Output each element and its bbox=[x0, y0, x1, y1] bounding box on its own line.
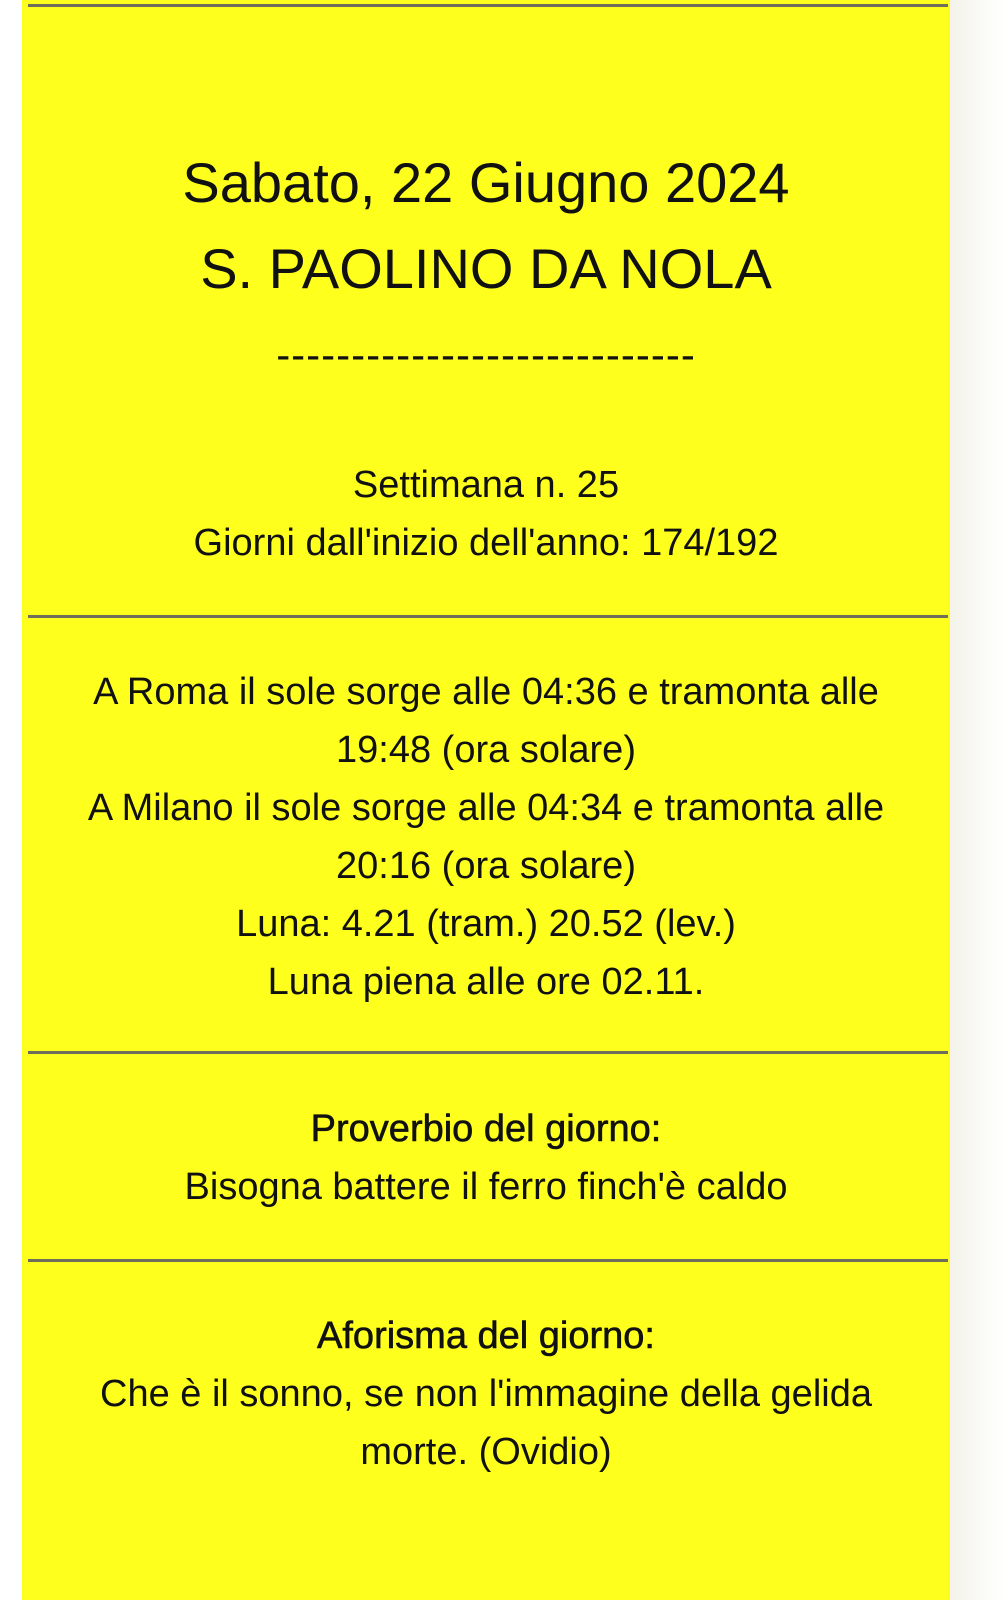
aphorism-heading: Aforisma del giorno: bbox=[317, 1315, 655, 1357]
proverb-heading: Proverbio del giorno: bbox=[310, 1108, 662, 1150]
divider-1 bbox=[28, 615, 948, 618]
dashed-separator: ---------------------------- bbox=[276, 331, 696, 378]
calendar-page bbox=[22, 0, 950, 1600]
week-number: Settimana n. 25 bbox=[352, 464, 620, 506]
aphorism-text-cont: morte. (Ovidio) bbox=[360, 1431, 612, 1473]
milan-sun-times: A Milano il sole sorge alle 04:34 e tramonta alle bbox=[87, 787, 885, 829]
top-divider bbox=[28, 4, 948, 7]
milan-sun-times-cont: 20:16 (ora solare) bbox=[336, 845, 636, 887]
right-margin bbox=[950, 0, 1004, 1600]
divider-2 bbox=[28, 1051, 948, 1054]
rome-sun-times-cont: 19:48 (ora solare) bbox=[336, 729, 636, 771]
date-title: Sabato, 22 Giugno 2024 bbox=[182, 151, 790, 214]
days-count: Giorni dall'inizio dell'anno: 174/192 bbox=[193, 522, 779, 564]
astro-section bbox=[22, 663, 950, 1011]
calendar-section bbox=[22, 456, 950, 572]
date-section bbox=[22, 140, 950, 312]
aphorism-section bbox=[22, 1307, 950, 1481]
aphorism-text: Che è il sonno, se non l'immagine della gelida bbox=[100, 1373, 872, 1415]
divider-3 bbox=[28, 1259, 948, 1262]
saint-name: S. PAOLINO DA NOLA bbox=[200, 237, 772, 300]
rome-sun-times: A Roma il sole sorge alle 04:36 e tramonta alle bbox=[93, 671, 879, 713]
full-moon: Luna piena alle ore 02.11. bbox=[267, 961, 705, 1003]
proverb-text: Bisogna battere il ferro finch'è caldo bbox=[184, 1166, 788, 1208]
moon-times: Luna: 4.21 (tram.) 20.52 (lev.) bbox=[236, 903, 736, 945]
proverb-section bbox=[22, 1100, 950, 1216]
